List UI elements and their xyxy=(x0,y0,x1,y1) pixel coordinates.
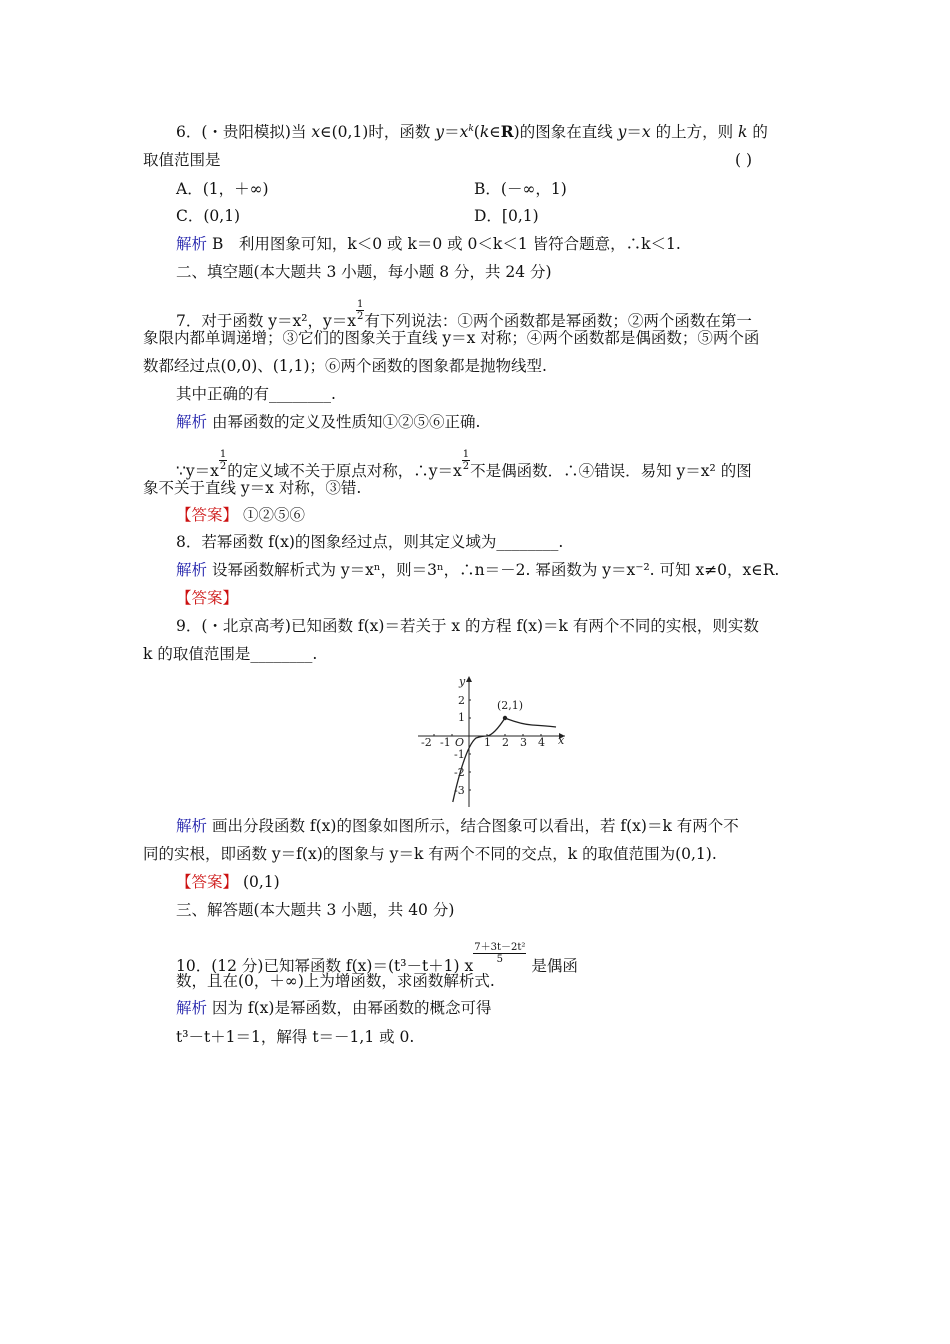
q9-line2: k 的取值范围是________. xyxy=(143,645,318,663)
answer-label: 【答案】 xyxy=(176,589,239,607)
q7-line6: ∵y＝x $\frac{1}{2}$ 的定义域不关于原点对称，∴y＝x $\frac{1}{2}$ 不是偶函数．∴④错误．易知 y＝x² 的图 xyxy=(176,449,752,480)
x-axis-label: x xyxy=(558,734,565,747)
analysis-label: 解析 xyxy=(176,999,208,1017)
answer-label: 【答案】 xyxy=(176,873,239,891)
q10-line1: 10．(12 分)已知幂函数 f(x)＝(t³－t＋1) x $\frac{\text{7＋3t－2t²}}{5}$ 是偶函 xyxy=(176,942,578,975)
q7-line1: 7．对于函数 y＝x²，y＝x $\frac{1}{2}$ 有下列说法：①两个函数都是幂函数；②两个函数在第一 xyxy=(176,299,752,330)
y-tick-label: 1 xyxy=(458,711,465,724)
analysis-label: 解析 xyxy=(176,413,208,431)
q7-line2: 象限内都单调递增；③它们的图象关于直线 y＝x 对称；④两个函数都是偶函数；⑤两个函 xyxy=(143,329,760,347)
q10-line2: 数，且在(0，＋∞)上为增函数，求函数解析式. xyxy=(176,972,495,990)
x-tick-label: -1 xyxy=(440,736,451,749)
point-label: (2,1) xyxy=(497,699,524,712)
origin-label: O xyxy=(455,736,465,749)
q8-answer xyxy=(176,587,238,609)
q7-analysis-text: 由幂函数的定义及性质知①②⑤⑥正确. xyxy=(211,413,481,431)
analysis-label: 解析 xyxy=(176,561,208,579)
x-tick-label: 4 xyxy=(538,736,545,749)
exponent-fraction: $\frac{\text{7＋3t－2t²}}{5}$ xyxy=(474,942,526,965)
q6-answer-blank: ( ) xyxy=(735,151,753,169)
y-tick-label: -2 xyxy=(454,766,465,779)
q7-line4: 其中正确的有________. xyxy=(176,385,336,403)
x-tick-label: 3 xyxy=(520,736,527,749)
reciprocal-branch xyxy=(505,718,556,727)
q7-answer-text: ①②⑤⑥ xyxy=(242,506,305,524)
y-tick-label: 2 xyxy=(458,694,465,707)
q10-analysis-text: 因为 f(x)是幂函数，由幂函数的概念可得 xyxy=(211,999,492,1017)
q9-answer xyxy=(176,871,280,893)
q7-line3: 数都经过点(0,0)、(1,1)；⑥两个函数的图象都是抛物线型. xyxy=(143,357,547,375)
q9-answer-text: (0,1) xyxy=(242,873,280,891)
point-2-1 xyxy=(503,716,507,720)
q8-line1: 8．若幂函数 f(x)的图象经过点，则其定义域为________. xyxy=(176,533,564,551)
q9-analysis xyxy=(176,815,739,837)
q9-line1: 9．(・北京高考)已知函数 f(x)＝若关于 x 的方程 f(x)＝k 有两个不同的实根，则实数 xyxy=(176,617,759,635)
q6-option-a: A．(1，＋∞) xyxy=(176,180,269,198)
analysis-label: 解析 xyxy=(176,817,208,835)
q10-analysis xyxy=(176,997,491,1019)
piecewise-function-graph xyxy=(410,672,570,812)
q6-line1: 6．(・贵阳模拟)当 x∈(0,1)时，函数 $y=x^k(k\in R)$的图象在直线 y＝x 的上方，则 k 的 xyxy=(176,122,768,141)
q7-analysis xyxy=(176,411,480,433)
q7-answer xyxy=(176,504,305,526)
y-axis-arrow xyxy=(466,676,472,682)
q6-option-b: B．(－∞，1) xyxy=(474,180,567,198)
q8-analysis xyxy=(176,559,779,581)
q6-analysis xyxy=(176,233,681,255)
frac-half: $\frac{1}{2}$ xyxy=(357,299,364,322)
q6-analysis-text: B 利用图象可知，k＜0 或 k＝0 或 0＜k＜1 皆符合题意，∴k＜1. xyxy=(211,235,681,253)
q9-analysis-text: 画出分段函数 f(x)的图象如图所示，结合图象可以看出，若 f(x)＝k 有两个不 xyxy=(211,817,739,835)
section-3-heading: 三、解答题(本大题共 3 小题，共 40 分) xyxy=(176,901,455,919)
q8-analysis-text: 设幂函数解析式为 y＝xⁿ，则＝3ⁿ，∴n＝－2. 幂函数为 y＝x⁻². 可知 x≠0，x∈R. xyxy=(211,561,780,579)
analysis-label: 解析 xyxy=(176,235,208,253)
q6-option-c: C．(0,1) xyxy=(176,207,241,225)
x-tick-label: -2 xyxy=(421,736,432,749)
x-tick-label: 2 xyxy=(502,736,509,749)
q6-line2: 取值范围是 xyxy=(143,151,221,169)
answer-label: 【答案】 xyxy=(176,506,239,524)
q9-line4: 同的实根，即函数 y＝f(x)的图象与 y＝k 有两个不同的交点，k 的取值范围为(0,1). xyxy=(143,845,717,863)
q10-line4: t³－t＋1＝1，解得 t＝－1,1 或 0. xyxy=(176,1028,415,1046)
y-tick-label: -3 xyxy=(454,784,465,797)
y-axis-label: y xyxy=(459,675,466,688)
y-tick-label: -1 xyxy=(454,748,465,761)
q6-option-d: D．[0,1) xyxy=(474,207,539,225)
section-2-heading: 二、填空题(本大题共 3 小题，每小题 8 分，共 24 分) xyxy=(176,263,552,281)
x-tick-label: 1 xyxy=(484,736,491,749)
q7-line7: 象不关于直线 y＝x 对称，③错. xyxy=(143,479,362,497)
